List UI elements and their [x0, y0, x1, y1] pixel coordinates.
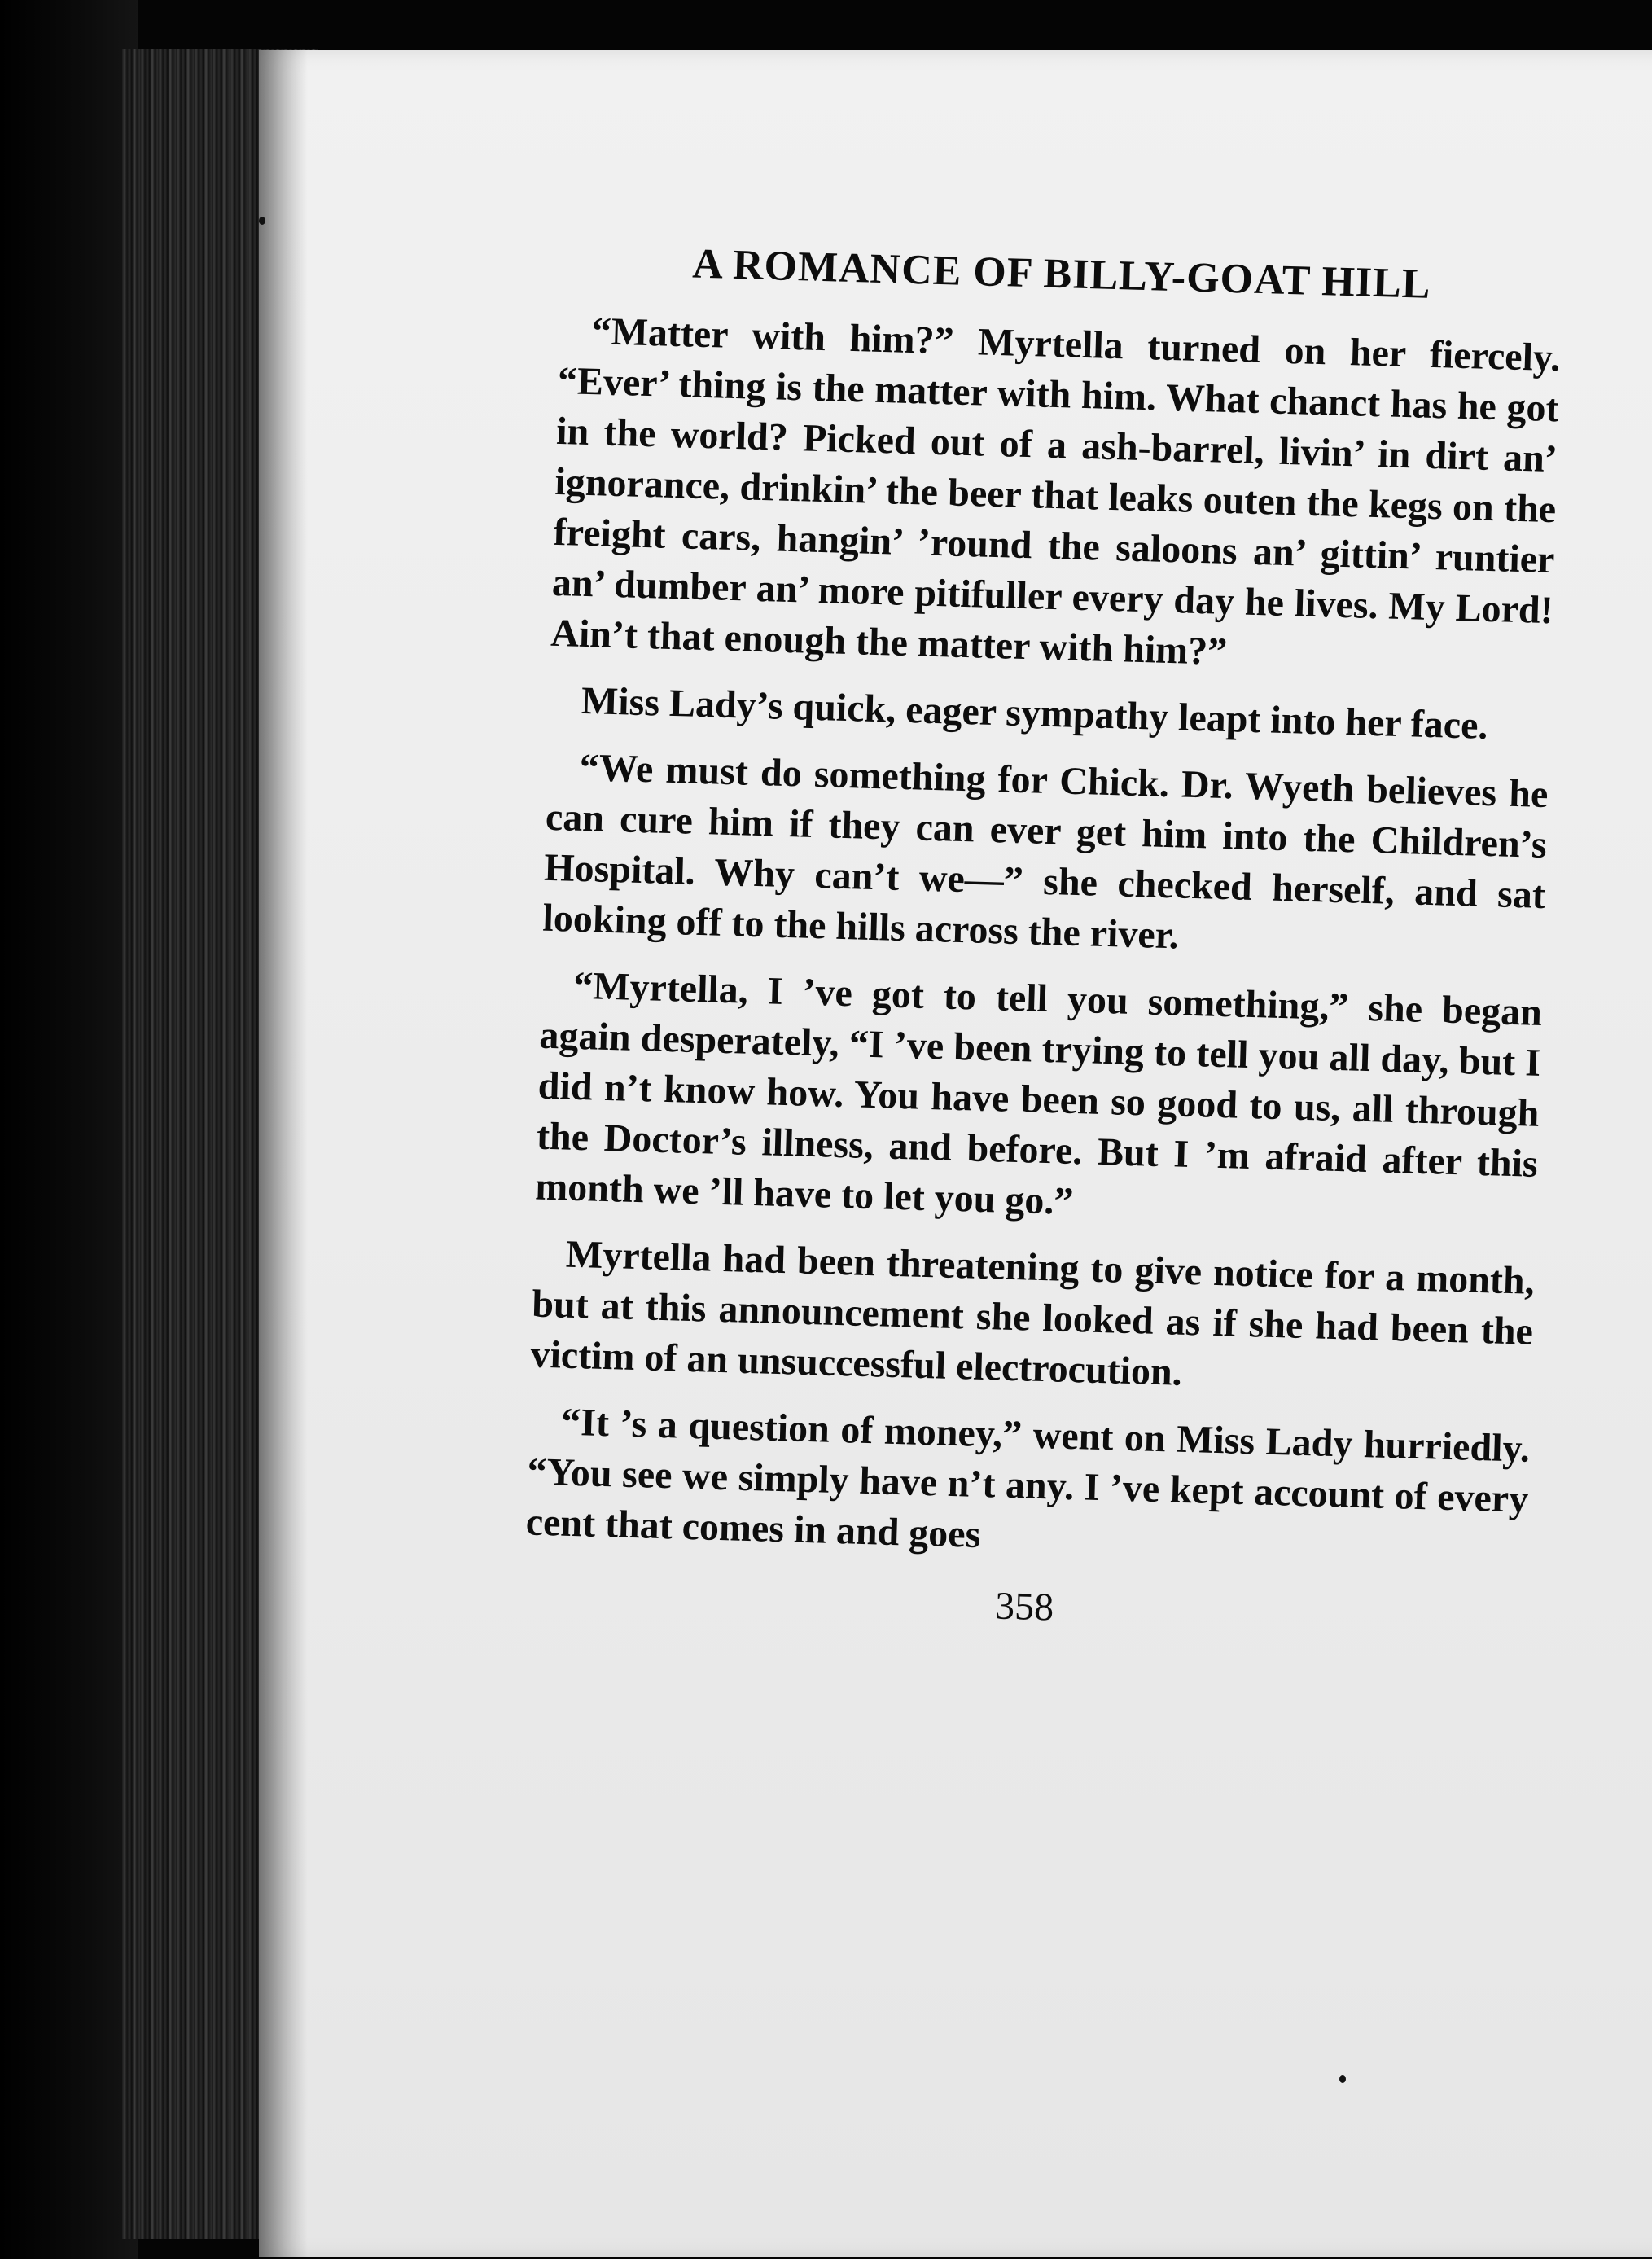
- paragraph-2: Miss Lady’s quick, eager sympathy leapt into her face.: [581, 678, 1489, 748]
- dust-speck: [259, 217, 265, 225]
- paragraph-1: “Matter with him?” Myrtella turned on her fiercely. “Ever’ thing is the matter with him. What chanct has he got in the world? Picked out of a ash-barrel, livin’ in dirt an’ ignorance, drinkin’ the beer that leaks outen the kegs on the freight cars, hangin’ ’round the saloons an’ gittin’ runtier an’ dumber an’ more pitifuller every day he lives. My Lord! Ain’t that enough the matter with him?”: [550, 309, 1562, 674]
- spine-shadow: [0, 0, 138, 2259]
- paragraph-3: “We must do something for Chick. Dr. Wyeth believes he can cure him if they can ever get him into the Children’s Hospital. Why can’t we—” she checked herself, and sat looking off to the hills across the river.: [541, 745, 1549, 958]
- running-head: A ROMANCE OF BILLY-GOAT HILL: [691, 240, 1432, 308]
- page-gutter-shadow: [259, 50, 308, 2257]
- paragraph-4: “Myrtella, I ’ve got to tell you something,” she began again desperately, “I ’ve been trying to tell you all day, but I did n’t know how. You have been so good to us, all through the Doctor’s illness, and before. But I ’m afraid after this month we ’ll have to let you go.”: [534, 963, 1543, 1223]
- text-block: [524, 236, 1563, 1643]
- page-number: 358: [994, 1584, 1054, 1630]
- dust-speck: [1339, 2075, 1346, 2083]
- paragraph-6: “It ’s a question of money,” went on Miss Lady hurriedly. “You see we simply have n’t any. I ’ve kept account of every cent that comes in and goes: [525, 1400, 1531, 1556]
- paragraph-5: Myrtella had been threatening to give notice for a month, but at this announcement she looked as if she had been the victim of an unsuccessful electrocution.: [529, 1232, 1536, 1394]
